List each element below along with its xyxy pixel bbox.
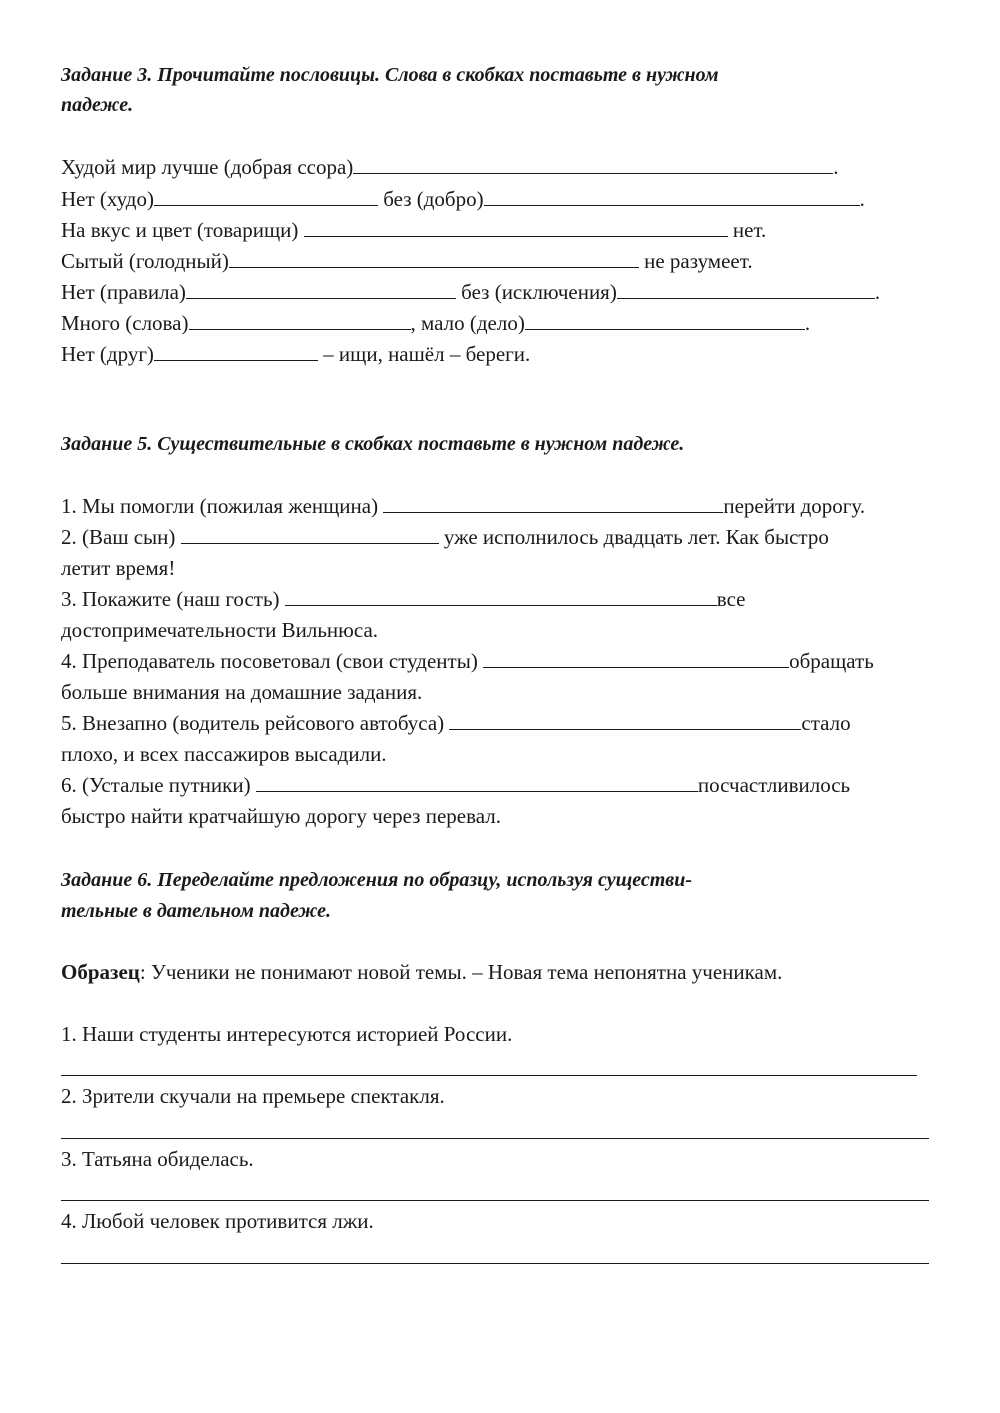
proverb-text: . (859, 187, 865, 211)
answer-blank[interactable] (304, 218, 728, 237)
proverb-text: . (874, 280, 881, 304)
item-text: 1. Мы помогли (пожилая женщина) (61, 494, 384, 518)
task5-item-3 (61, 584, 745, 614)
answer-blank[interactable] (353, 155, 833, 174)
item-text: 3. Покажите (наш гость) (61, 587, 285, 611)
task5-heading: Задание 5. Существительные в скобках поставьте в нужном падеже. (61, 433, 685, 455)
answer-blank[interactable] (484, 187, 860, 206)
task3-heading: Задание 3. Прочитайте пословицы. Слова в скобках поставьте в нужном (61, 64, 719, 86)
answer-blank[interactable] (229, 249, 639, 268)
item-text: 6. (Усталые путники) (61, 773, 256, 797)
proverb-text: не разумеет. (638, 249, 753, 273)
answer-blank[interactable] (525, 311, 805, 330)
answer-line[interactable] (61, 1200, 929, 1201)
task3-heading-cont: падеже. (61, 94, 134, 116)
sample-text: : Ученики не понимают новой темы. – Новая тема непонятна ученикам. (139, 960, 783, 984)
sample-label: Образец (61, 960, 140, 984)
proverb-2 (61, 184, 865, 214)
answer-blank[interactable] (154, 187, 378, 206)
answer-blank[interactable] (256, 773, 698, 792)
item-text: все (716, 587, 746, 611)
answer-blank[interactable] (285, 587, 717, 606)
task5-item-5 (61, 708, 851, 738)
task6-heading-cont: тельные в дательном падеже. (61, 900, 331, 922)
answer-blank[interactable] (154, 342, 318, 361)
proverb-text: без (исключения) (455, 280, 617, 304)
task5-item-1 (61, 491, 865, 521)
item-text: перейти дорогу. (723, 494, 866, 518)
task6-item-3: 3. Татьяна обиделась. (61, 1147, 254, 1171)
task6-sample (61, 957, 782, 987)
proverb-7 (61, 339, 530, 369)
proverb-text: нет. (727, 218, 767, 242)
task6-heading: Задание 6. Переделайте предложения по образцу, используя существи- (61, 869, 693, 891)
task5-item-2 (61, 522, 829, 552)
answer-blank[interactable] (189, 311, 411, 330)
proverb-text: Сытый (голодный) (61, 249, 229, 273)
answer-blank[interactable] (383, 494, 723, 513)
item-text: 2. (Ваш сын) (61, 525, 181, 549)
proverb-text: . (804, 311, 811, 335)
proverb-text: На вкус и цвет (товарищи) (61, 218, 304, 242)
proverb-3 (61, 215, 766, 245)
proverb-text: Много (слова) (61, 311, 189, 335)
answer-line[interactable] (61, 1138, 929, 1139)
proverb-text: – ищи, нашёл – береги. (317, 342, 531, 366)
proverb-text: Нет (правила) (61, 280, 186, 304)
item-text: уже исполнилось двадцать лет. Как быстро (438, 525, 829, 549)
proverb-text: без (добро) (377, 187, 484, 211)
task6-item-4: 4. Любой человек противится лжи. (61, 1209, 374, 1233)
proverb-1 (61, 152, 839, 182)
task5-item-6-cont: быстро найти кратчайшую дорогу через перевал. (61, 804, 501, 828)
task5-item-3-cont: достопримечательности Вильнюса. (61, 618, 379, 642)
proverb-text: , мало (дело) (410, 311, 525, 335)
answer-blank[interactable] (483, 649, 789, 668)
task5-item-4-cont: больше внимания на домашние задания. (61, 680, 423, 704)
answer-blank[interactable] (617, 280, 875, 299)
item-text: обращать (789, 649, 874, 673)
item-text: 4. Преподаватель посоветовал (свои студенты) (61, 649, 484, 673)
proverb-5 (61, 277, 880, 307)
proverb-6 (61, 308, 810, 338)
task6-item-1: 1. Наши студенты интересуются историей России. (61, 1022, 513, 1046)
task5-item-2-cont: летит время! (61, 556, 176, 580)
task5-item-6 (61, 770, 850, 800)
task5-item-4 (61, 646, 874, 676)
answer-line[interactable] (61, 1263, 929, 1264)
proverb-text: Нет (друг) (61, 342, 154, 366)
answer-blank[interactable] (449, 711, 801, 730)
proverb-text: Нет (худо) (61, 187, 154, 211)
item-text: 5. Внезапно (водитель рейсового автобуса) (61, 711, 450, 735)
task5-item-5-cont: плохо, и всех пассажиров высадили. (61, 742, 387, 766)
answer-line[interactable] (61, 1075, 917, 1076)
proverb-4 (61, 246, 753, 276)
task6-item-2: 2. Зрители скучали на премьере спектакля. (61, 1084, 445, 1108)
answer-blank[interactable] (186, 280, 456, 299)
answer-blank[interactable] (181, 525, 439, 544)
item-text: посчастливилось (697, 773, 851, 797)
proverb-text: Худой мир лучше (добрая ссора) (61, 155, 354, 179)
item-text: стало (801, 711, 851, 735)
proverb-text: . (833, 155, 839, 179)
